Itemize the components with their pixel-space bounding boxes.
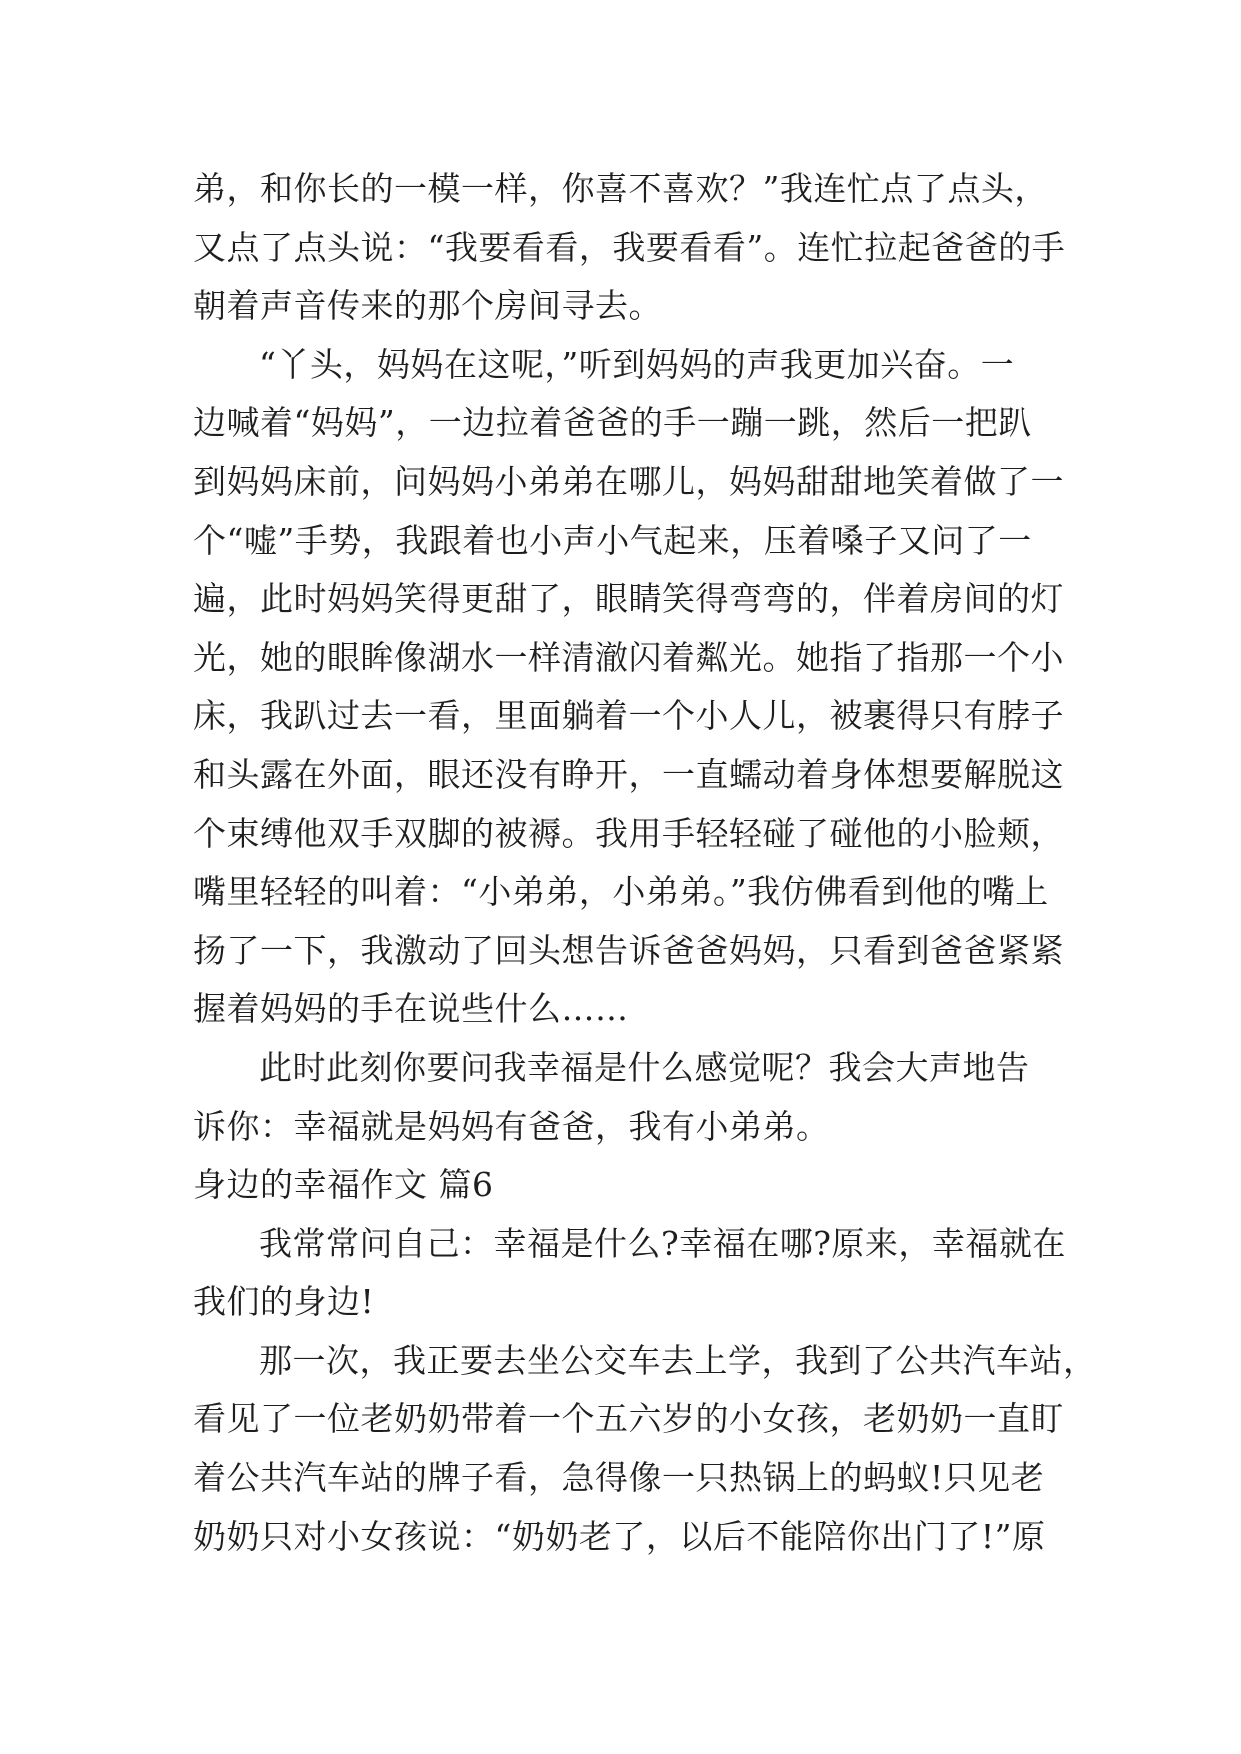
text-line: 着公共汽车站的牌子看，急得像一只热锅上的蚂蚁!只见老 xyxy=(193,1458,1045,1498)
text-line: 个束缚他双手双脚的被褥。我用手轻轻碰了碰他的小脸颊， xyxy=(193,813,1064,853)
text-line: 嘴里轻轻的叫着：“小弟弟，小弟弟。”我仿佛看到他的嘴上 xyxy=(193,872,1049,912)
paragraph-first-line: 那一次，我正要去坐公交车去上学，我到了公共汽车站， xyxy=(259,1340,1097,1380)
text-line: 诉你：幸福就是妈妈有爸爸，我有小弟弟。 xyxy=(193,1106,830,1146)
text-line: 弟，和你长的一模一样，你喜不喜欢？”我连忙点了点头， xyxy=(193,169,1048,208)
text-line: 奶奶只对小女孩说：“奶奶老了，以后不能陪你出门了!”原 xyxy=(193,1516,1046,1556)
text-line: 我们的身边! xyxy=(193,1282,375,1322)
paragraph-first-line: 此时此刻你要问我幸福是什么感觉呢？我会大声地告 xyxy=(259,1047,1030,1087)
essay-text xyxy=(193,160,1097,1566)
text-line: 扬了一下，我激动了回头想告诉爸爸妈妈，只看到爸爸紧紧 xyxy=(193,930,1064,970)
paragraph-first-line: “丫头，妈妈在这呢，”听到妈妈的声我更加兴奋。一 xyxy=(259,344,1015,384)
text-line: 边喊着“妈妈”，一边拉着爸爸的手一蹦一跳，然后一把趴 xyxy=(193,403,1032,443)
text-line: 光，她的眼眸像湖水一样清澈闪着粼光。她指了指那一个小 xyxy=(193,637,1064,677)
section-heading: 身边的幸福作文 篇6 xyxy=(193,1165,494,1205)
text-line: 和头露在外面，眼还没有睁开，一直蠕动着身体想要解脱这 xyxy=(193,754,1064,794)
text-line: 握着妈妈的手在说些什么…… xyxy=(193,989,629,1029)
text-line: 遍，此时妈妈笑得更甜了，眼睛笑得弯弯的，伴着房间的灯 xyxy=(193,579,1064,619)
text-line: 到妈妈床前，问妈妈小弟弟在哪儿，妈妈甜甜地笑着做了一 xyxy=(193,461,1064,501)
text-line: 床，我趴过去一看，里面躺着一个小人儿，被裹得只有脖子 xyxy=(193,696,1064,736)
text-line: 又点了点头说：“我要看看，我要看看”。连忙拉起爸爸的手 xyxy=(193,227,1066,267)
text-line: 个“嘘”手势，我跟着也小声小气起来，压着嗓子又问了一 xyxy=(193,520,1032,560)
paragraph-first-line: 我常常问自己：幸福是什么?幸福在哪?原来，幸福就在 xyxy=(259,1223,1066,1263)
text-line: 朝着声音传来的那个房间寻去。 xyxy=(193,286,662,326)
text-line: 看见了一位老奶奶带着一个五六岁的小女孩，老奶奶一直盯 xyxy=(193,1399,1064,1439)
